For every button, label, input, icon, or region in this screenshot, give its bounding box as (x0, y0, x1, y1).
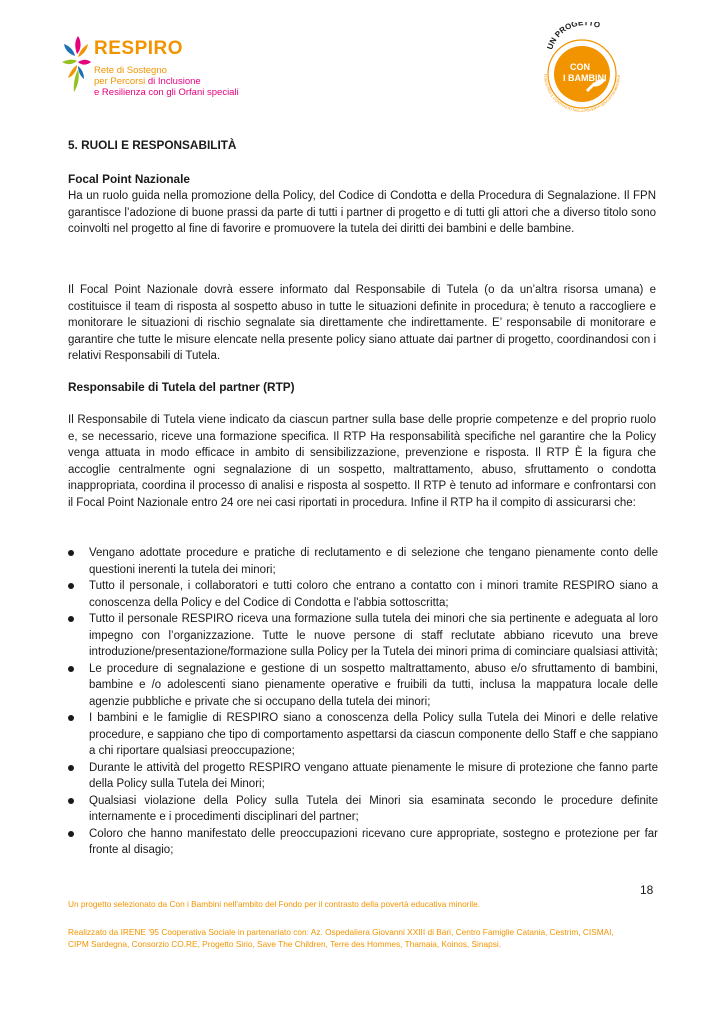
logo-ring-text: FONDO PER IL CONTRASTO DELLA POVERTÀ EDUCATIVA MINORILE (542, 73, 622, 114)
rtp-duties-list (68, 545, 658, 859)
logo-badge-line-2: I BAMBINI (563, 73, 607, 83)
respiro-tagline-line-3: e Resilienza con gli Orfani speciali (94, 87, 239, 98)
logo-badge-line-1: CON (570, 62, 590, 72)
list-item: Durante le attività del progetto RESPIRO vengano attuate pienamente le misure di protezione che fanno parte della Policy sulla Tutela dei Minori; (68, 760, 658, 793)
respiro-logo (60, 32, 260, 112)
con-i-bambini-badge-icon (522, 22, 642, 117)
respiro-logo-name: RESPIRO (94, 38, 184, 59)
footer-partners: Realizzato da IRENE '95 Cooperativa Sociale in partenariato con: Az. Ospedaliera Giovanni XXIII di Bari, Centro Famiglie Catania, Cestrim, CISMAI, CIPM Sardegna, Consorzio CO.RE, Progetto Sirio, Save The Children, Terre des Hommes, Thamaia, Koinos, Sinapsi. (68, 927, 614, 949)
focal-point-paragraph-1: Ha un ruolo guida nella promozione della Policy, del Codice di Condotta e della Procedura di Segnalazione. Il FPN garantisce l’adozione di buone prassi da parte di tutti i partner di progetto e di tutti gli attori che a diverso titolo sono coinvolti nel progetto al fine di favorire e promuovere la tutela dei diritti dei bambini e delle bambine. (68, 190, 656, 235)
bullet-icon (68, 715, 74, 721)
respiro-tagline-line-2: per Percorsi di Inclusione (94, 76, 201, 87)
list-item: Coloro che hanno manifestato delle preoccupazioni ricevano cure appropriate, sostegno e protezione per far fronte al disagio; (68, 826, 658, 859)
logo-arc-text: UN PROGETTO (545, 22, 602, 51)
bullet-icon (68, 616, 74, 622)
section-title: 5. RUOLI E RESPONSABILITÀ (68, 138, 237, 152)
list-item: I bambini e le famiglie di RESPIRO siano a conoscenza della Policy sulla Tutela dei Minori e delle relative procedure, e sappiano che tipo di comportamento aspettarsi da ciascun componente dello Staff e che sappiano a chi riportare qualsiasi preoccupazione; (68, 710, 658, 760)
rtp-title: Responsabile di Tutela del partner (RTP) (68, 380, 295, 394)
list-item: Le procedure di segnalazione e gestione di un sospetto maltrattamento, abuso e/o sfruttamento di bambini, bambine e /o adolescenti siano pienamente operative e fruibili da tutti, inclusa la mappatura locale delle agenzie pubbliche e private che si occupano della tutela dei minori; (68, 661, 658, 711)
list-item: Qualsiasi violazione della Policy sulla Tutela dei Minori sia esaminata secondo le procedure definite internamente e i procedimenti disciplinari del partner; (68, 793, 658, 826)
rtp-paragraph: Il Responsabile di Tutela viene indicato da ciascun partner sulla base delle proprie competenze e del proprio ruolo e, se necessario, riceve una formazione specifica. Il RTP Ha responsabilità specifiche nel garantire che la Policy venga attuata in modo efficace in ambito di sensibilizzazione, prevenzione e risposta. Il RTP È la figura che accoglie centralmente ogni segnalazione di un sospetto, maltrattamento, abuso, sfruttamento o condotta inappropriata, coordina il processo di analisi e risposta al sospetto. Il RTP è tenuto ad informare e confrontarsi con il Focal Point Nazionale entro 24 ore nei casi riportati in procedura. Infine il RTP ha il compito di assicurarsi che: (68, 414, 656, 509)
bullet-icon (68, 798, 74, 804)
bullet-icon (68, 583, 74, 589)
svg-text:UN PROGETTO (545, 22, 601, 51)
bullet-icon (68, 765, 74, 771)
bullet-icon (68, 831, 74, 837)
respiro-tagline-line-1: Rete di Sostegno (94, 65, 167, 76)
page-number: 18 (640, 883, 654, 897)
focal-point-title: Focal Point Nazionale (68, 172, 190, 186)
con-i-bambini-logo (522, 22, 642, 117)
list-item: Vengano adottate procedure e pratiche di reclutamento e di selezione che tengano pienamente conto delle questioni inerenti la tutela dei minori; (68, 545, 658, 578)
list-item: Tutto il personale RESPIRO riceva una formazione sulla tutela dei minori che sia pertinente e adeguata al loro impegno con l’organizzazione. Tutte le nuove persone di staff reclutate abbiano ricevuto una breve introduzione/presentazione/formazione sulla Policy per la Tutela dei minori prima di cominciare qualsiasi attività; (68, 611, 658, 661)
respiro-burst-icon (60, 32, 94, 102)
bullet-icon (68, 550, 74, 556)
footer-project-note: Un progetto selezionato da Con i Bambini nell'ambito del Fondo per il contrasto della povertà educativa minorile. (68, 899, 481, 909)
list-item: Tutto il personale, i collaboratori e tutti coloro che entrano a contatto con i minori tramite RESPIRO siano a conoscenza della Policy e del Codice di Condotta e l'abbia sottoscritta; (68, 578, 658, 611)
focal-point-paragraph-2: Il Focal Point Nazionale dovrà essere informato dal Responsabile di Tutela (o da un’altra risorsa umana) e costituisce il team di risposta al sospetto abuso in tutte le situazioni definite in procedura; è tenuto a raccogliere e monitorare le situazioni di rischio segnalate sia direttamente che indirettamente. E’ responsabile di monitorare e garantire che tutte le misure elencate nella presente policy siano attuate dai partner di progetto, coordinandosi con i relativi Responsabili di Tutela. (68, 284, 656, 362)
bullet-icon (68, 666, 74, 672)
